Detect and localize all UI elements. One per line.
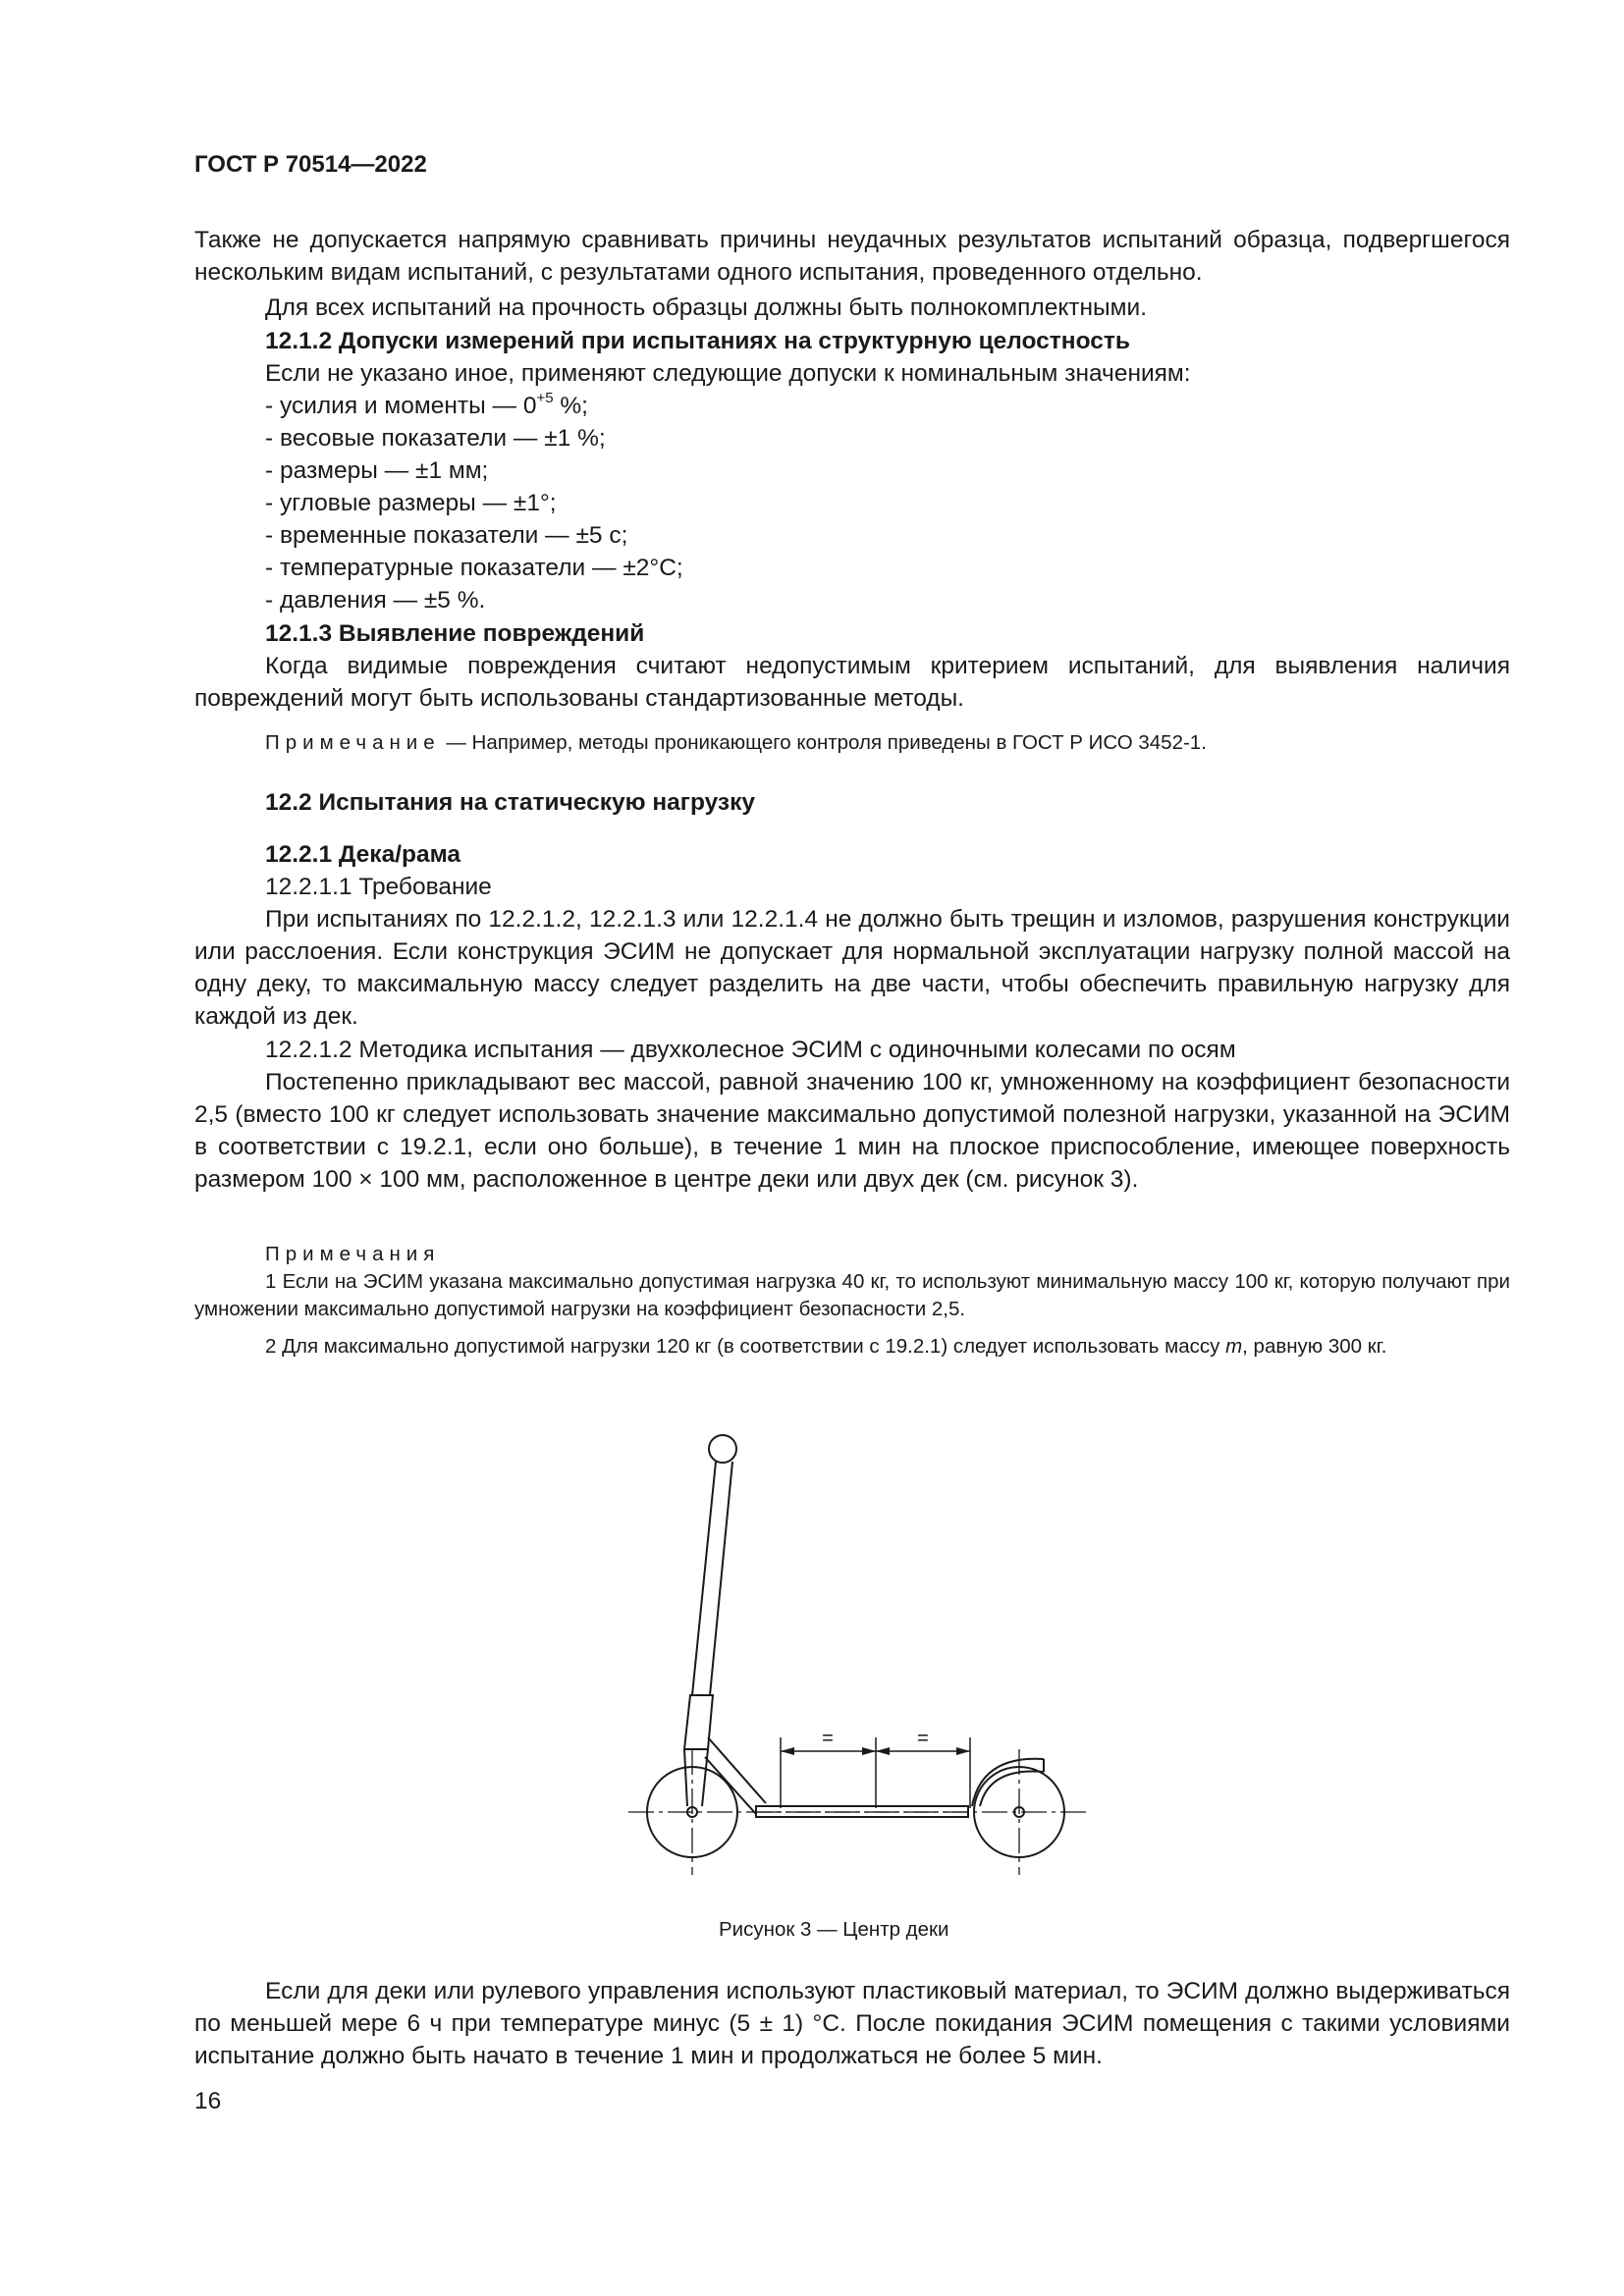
mudguard-inner xyxy=(980,1771,1044,1806)
tolerance-forces-text: - усилия и моменты — 0 xyxy=(265,393,537,419)
note-label: Примечание xyxy=(265,731,441,754)
tolerance-dimensions: - размеры — ±1 мм; xyxy=(265,457,489,484)
tolerance-temperature: - температурные показатели — ±2°С; xyxy=(265,555,683,581)
heading-12-2-1: 12.2.1 Дека/рама xyxy=(265,841,461,868)
fork-left xyxy=(684,1749,687,1806)
heading-12-2: 12.2 Испытания на статическую нагрузку xyxy=(265,789,755,816)
stem-edge-left xyxy=(692,1462,716,1695)
dim-arrow-left-end xyxy=(862,1747,876,1755)
stem-edge-right xyxy=(710,1462,732,1695)
tolerance-time: - временные показатели — ±5 с; xyxy=(265,522,628,549)
paragraph-comparison: Также не допускается напрямую сравнивать причины неудачных результатов испытаний образца, подвергшегося нескольким видам испытаний, с результатами одного испытания, проведенного отдельно. xyxy=(194,227,1510,286)
paragraph-tolerances-intro: Если не указано иное, применяют следующие допуски к номинальным значениям: xyxy=(265,360,1191,387)
dim-arrow-left-start xyxy=(781,1747,794,1755)
notes-label: Примечания xyxy=(265,1243,441,1265)
tolerance-angular: - угловые размеры — ±1°; xyxy=(265,490,557,516)
paragraph-completeness: Для всех испытаний на прочность образцы должны быть полнокомплектными. xyxy=(265,294,1148,321)
stem-sleeve xyxy=(684,1695,713,1749)
heading-12-2-1-1: 12.2.1.1 Требование xyxy=(265,874,492,900)
dim-equal-right: = xyxy=(917,1728,929,1749)
paragraph-damage-detection: Когда видимые повреждения считают недопустимым критерием испытаний, для выявления наличия повреждений могут быть использованы стандартизованные методы. xyxy=(194,653,1510,712)
note-text: — Например, методы проникающего контроля приведены в ГОСТ Р ИСО 3452-1. xyxy=(440,731,1207,754)
document-header: ГОСТ Р 70514—2022 xyxy=(194,151,427,178)
heading-12-2-1-2: 12.2.1.2 Методика испытания — двухколесное ЭСИМ с одиночными колесами по осям xyxy=(265,1037,1236,1063)
dim-arrow-right-end xyxy=(956,1747,970,1755)
note-2-text: 2 Для максимально допустимой нагрузки 120 кг (в соответствии с 19.2.1) следует использовать массу xyxy=(265,1335,1226,1358)
page-number: 16 xyxy=(194,2088,222,2114)
neck-brace-lower xyxy=(705,1757,756,1814)
handlebar-grip-icon xyxy=(709,1435,736,1463)
heading-12-1-3: 12.1.3 Выявление повреждений xyxy=(265,620,645,647)
tolerance-pressure: - давления — ±5 %. xyxy=(265,587,486,614)
tolerance-weight: - весовые показатели — ±1 %; xyxy=(265,425,606,452)
paragraph-method: Постепенно прикладывают вес массой, равной значению 100 кг, умноженному на коэффициент безопасности 2,5 (вместо 100 кг следует использовать значение максимально допустимой полезной нагрузки, указанной на ЭСИМ в соответствии с 19.2.1, если оно больше), в течение 1 мин на плоское приспособление, имеющее поверхность размером 100 × 100 мм, расположенное в центре деки или двух дек (см. рисунок 3). xyxy=(194,1069,1510,1193)
paragraph-requirement: При испытаниях по 12.2.1.2, 12.2.1.3 или 12.2.1.4 не должно быть трещин и изломов, разрушения конструкции или расслоения. Если конструкция ЭСИМ не допускает для нормальной эксплуатации нагрузку полной массой на одну деку, то максимальную массу следует разделить на две части, чтобы обеспечить правильную нагрузку для каждой из дек. xyxy=(194,906,1510,1030)
note-2-variable: m xyxy=(1225,1335,1243,1358)
paragraph-plastic-material: Если для деки или рулевого управления используют пластиковый материал, то ЭСИМ должно выдерживаться по меньшей мере 6 ч при температуре минус (5 ± 1) °С. После покидания ЭСИМ помещения с такими условиями испытание должно быть начато в течение 1 мин и продолжаться не более 5 мин. xyxy=(194,1978,1510,2069)
dim-equal-left: = xyxy=(822,1728,834,1749)
tolerance-forces-sup: +5 xyxy=(536,389,554,406)
heading-12-1-2: 12.1.2 Допуски измерений при испытаниях на структурную целостность xyxy=(265,328,1130,354)
note-2-tail: , равную 300 кг. xyxy=(1242,1335,1387,1358)
note-1: 1 Если на ЭСИМ указана максимально допустимая нагрузка 40 кг, то используют минимальную массу 100 кг, которую получают при умножении максимально допустимой нагрузки на коэффициент безопасности 2,5. xyxy=(194,1270,1510,1320)
dim-arrow-right-start xyxy=(876,1747,890,1755)
tolerance-forces-unit: %; xyxy=(553,393,588,419)
figure-caption: Рисунок 3 — Центр деки xyxy=(719,1918,949,1941)
